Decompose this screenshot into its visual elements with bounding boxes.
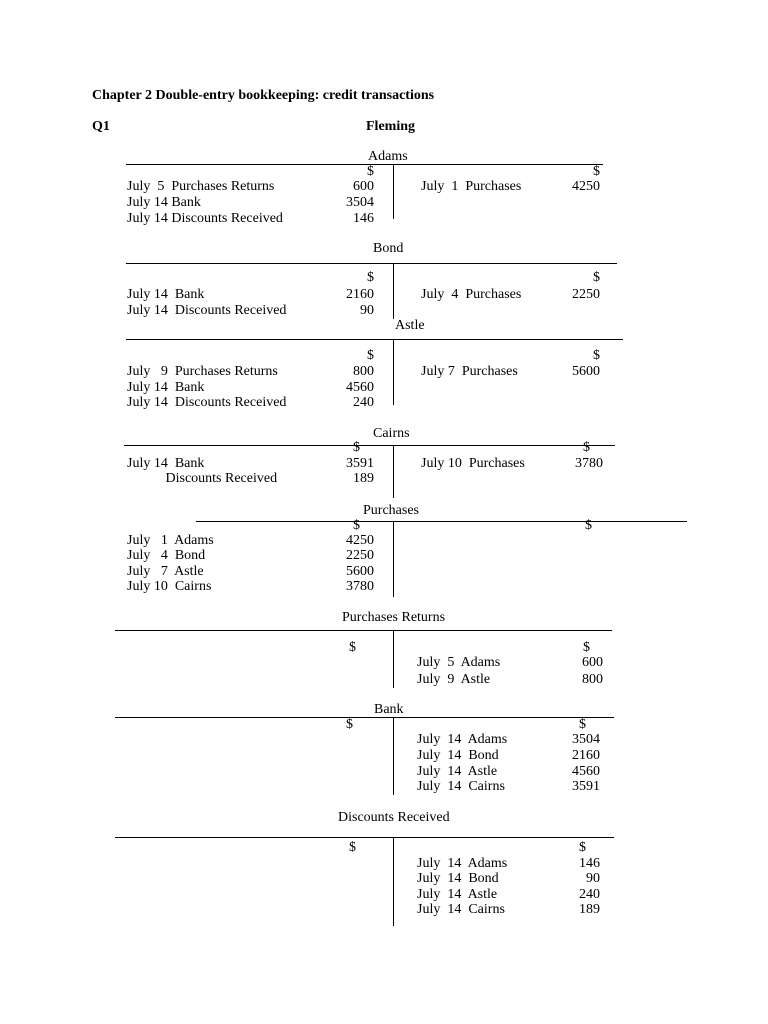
entry-detail: July 14 Bank bbox=[127, 195, 201, 210]
account-divider bbox=[393, 164, 394, 219]
debit-currency: $ bbox=[353, 518, 360, 533]
account-divider bbox=[393, 521, 394, 597]
account-rule bbox=[115, 717, 614, 718]
account-title: Purchases Returns bbox=[342, 610, 446, 625]
entry-detail: July 4 Purchases bbox=[421, 287, 522, 302]
entry-detail: July 14 Discounts Received bbox=[127, 303, 287, 318]
entry-detail: July 14 Cairns bbox=[417, 779, 505, 794]
entry-detail: July 5 Purchases Returns bbox=[127, 179, 275, 194]
entry-amount: 2250 bbox=[572, 287, 600, 302]
entry-amount: 2160 bbox=[572, 748, 600, 763]
entry-detail: July 7 Purchases bbox=[421, 364, 518, 379]
entry-amount: 189 bbox=[353, 471, 374, 486]
entry-amount: 3591 bbox=[572, 779, 600, 794]
account-title: Purchases bbox=[363, 503, 419, 518]
chapter-title: Chapter 2 Double-entry bookkeeping: credit transactions bbox=[92, 88, 435, 103]
debit-currency: $ bbox=[353, 440, 360, 455]
account-title: Bond bbox=[373, 241, 404, 256]
credit-currency: $ bbox=[579, 840, 586, 855]
account-rule bbox=[124, 445, 615, 446]
debit-currency: $ bbox=[367, 270, 374, 285]
debit-currency: $ bbox=[367, 348, 374, 363]
business-name: Fleming bbox=[366, 119, 415, 134]
account-divider bbox=[393, 717, 394, 795]
entry-detail: July 14 Astle bbox=[417, 887, 498, 902]
entry-amount: 600 bbox=[582, 655, 603, 670]
entry-detail: July 14 Discounts Received bbox=[127, 395, 287, 410]
account-rule bbox=[196, 521, 687, 522]
entry-detail: July 14 Cairns bbox=[417, 902, 505, 917]
entry-amount: 3780 bbox=[575, 456, 603, 471]
account-divider bbox=[393, 445, 394, 498]
entry-detail: July 10 Purchases bbox=[421, 456, 525, 471]
entry-detail: July 1 Purchases bbox=[421, 179, 522, 194]
account-rule bbox=[115, 630, 612, 631]
entry-detail: July 5 Adams bbox=[417, 655, 501, 670]
entry-amount: 4250 bbox=[572, 179, 600, 194]
entry-amount: 800 bbox=[353, 364, 374, 379]
entry-amount: 600 bbox=[353, 179, 374, 194]
credit-currency: $ bbox=[593, 270, 600, 285]
account-divider bbox=[393, 837, 394, 926]
entry-amount: 90 bbox=[360, 303, 374, 318]
entry-amount: 4560 bbox=[572, 764, 600, 779]
entry-amount: 3780 bbox=[346, 579, 374, 594]
entry-amount: 3504 bbox=[346, 195, 374, 210]
entry-amount: 90 bbox=[586, 871, 600, 886]
account-rule bbox=[126, 339, 623, 340]
entry-detail: July 14 Bank bbox=[127, 287, 205, 302]
entry-detail: July 1 Adams bbox=[127, 533, 214, 548]
debit-currency: $ bbox=[349, 840, 356, 855]
account-title: Astle bbox=[395, 318, 425, 333]
account-title: Discounts Received bbox=[338, 810, 450, 825]
entry-amount: 146 bbox=[353, 211, 374, 226]
entry-detail: July 14 Adams bbox=[417, 732, 508, 747]
entry-amount: 3591 bbox=[346, 456, 374, 471]
account-title: Bank bbox=[374, 702, 404, 717]
entry-amount: 800 bbox=[582, 672, 603, 687]
entry-amount: 3504 bbox=[572, 732, 600, 747]
entry-detail: July 4 Bond bbox=[127, 548, 206, 563]
entry-amount: 240 bbox=[353, 395, 374, 410]
entry-detail: July 14 Bond bbox=[417, 871, 499, 886]
credit-currency: $ bbox=[583, 440, 590, 455]
entry-detail: July 14 Discounts Received bbox=[127, 211, 283, 226]
entry-amount: 189 bbox=[579, 902, 600, 917]
account-title: Adams bbox=[368, 149, 408, 164]
entry-amount: 146 bbox=[579, 856, 600, 871]
entry-detail: July 9 Purchases Returns bbox=[127, 364, 278, 379]
question-label: Q1 bbox=[92, 119, 110, 134]
account-rule bbox=[126, 263, 617, 264]
account-divider bbox=[393, 263, 394, 319]
entry-amount: 2250 bbox=[346, 548, 374, 563]
entry-amount: 2160 bbox=[346, 287, 374, 302]
account-divider bbox=[393, 339, 394, 405]
account-rule bbox=[115, 837, 614, 838]
credit-currency: $ bbox=[583, 640, 590, 655]
entry-detail: July 7 Astle bbox=[127, 564, 204, 579]
entry-detail: July 9 Astle bbox=[417, 672, 491, 687]
entry-amount: 4560 bbox=[346, 380, 374, 395]
entry-detail: Discounts Received bbox=[127, 471, 278, 486]
entry-detail: July 14 Bank bbox=[127, 456, 205, 471]
entry-amount: 240 bbox=[579, 887, 600, 902]
entry-amount: 5600 bbox=[346, 564, 374, 579]
entry-detail: July 14 Bank bbox=[127, 380, 205, 395]
entry-detail: July 14 Adams bbox=[417, 856, 508, 871]
entry-amount: 4250 bbox=[346, 533, 374, 548]
credit-currency: $ bbox=[593, 164, 600, 179]
account-divider bbox=[393, 630, 394, 688]
debit-currency: $ bbox=[367, 164, 374, 179]
credit-currency: $ bbox=[593, 348, 600, 363]
account-title: Cairns bbox=[373, 426, 410, 441]
entry-detail: July 14 Bond bbox=[417, 748, 499, 763]
debit-currency: $ bbox=[349, 640, 356, 655]
debit-currency: $ bbox=[346, 717, 353, 732]
entry-detail: July 14 Astle bbox=[417, 764, 498, 779]
credit-currency: $ bbox=[585, 518, 592, 533]
entry-amount: 5600 bbox=[572, 364, 600, 379]
credit-currency: $ bbox=[579, 717, 586, 732]
entry-detail: July 10 Cairns bbox=[127, 579, 212, 594]
